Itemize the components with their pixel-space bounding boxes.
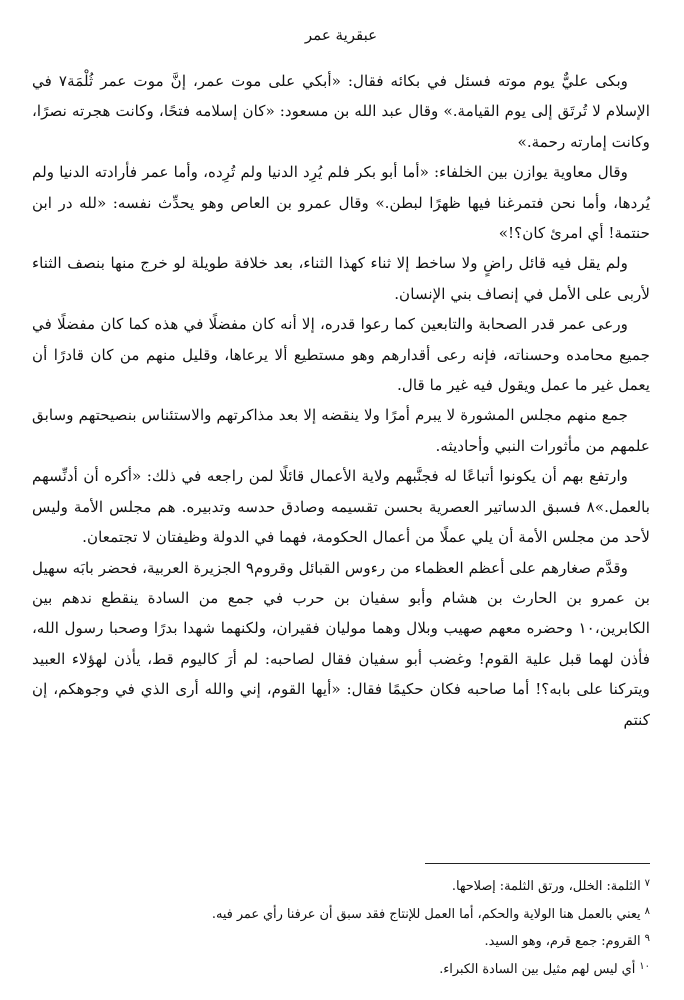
footnotes <box>32 872 650 982</box>
footnote <box>32 900 650 928</box>
paragraph: وارتفع بهم أن يكونوا أتباعًا له فجنَّبهم ولاية الأعمال قائلًا لمن راجعه في ذلك: «أكره أن أدنِّسهم بالعمل.»٨ فسبق الدساتير العصرية بحسن تقسيمه وصادق حدسه وتدبيره. هم مجلس الأمة وليس لأحد من مجلس الأمة أن يلي عملًا من أعمال الحكومة، فهما في الدولة وظيفتان لا تجتمعان. <box>32 467 650 547</box>
running-header: عبقرية عمر <box>304 26 378 44</box>
paragraph: جمع منهم مجلس المشورة لا يبرم أمرًا ولا ينقضه إلا بعد مذاكرتهم والاستئناس بنصيحتهم وسابق علمهم من مأثورات النبي وأحاديثه. <box>32 406 650 455</box>
footnote-number: ٧ <box>644 878 650 889</box>
footnote-text: الثلمة: الخلل، ورتق الثلمة: إصلاحها. <box>451 879 641 894</box>
footnote-number: ٨ <box>644 905 650 917</box>
footnote-number: ٩ <box>644 933 650 944</box>
footnote-text: أي ليس لهم مثيل بين السادة الكبراء. <box>439 961 636 977</box>
paragraph: ولم يقل فيه قائل راضٍ ولا ساخط إلا ثناء كهذا الثناء، بعد خلافة طويلة لو خرج منها بنصف الثناء لأربى على الأمل في إنصاف بني الإنسان. <box>32 254 650 303</box>
footnote-text: القروم: جمع قرم، وهو السيد. <box>484 934 641 949</box>
paragraph: وقال معاوية يوازن بين الخلفاء: «أما أبو بكر فلم يُرِد الدنيا ولم تُرِده، وأما عمر فأرادته الدنيا ولم يُردها، وأما نحن فتمرغنا فيها ظهرًا لبطن.» وقال عمرو بن العاص وهو يحدِّث نفسه: «لله در ابن حنتمة! أي امرئ كان؟!» <box>32 163 650 243</box>
paragraph: ورعى عمر قدر الصحابة والتابعين كما رعوا قدره، إلا أنه كان مفضلًا في هذه كما كان مفضلًا في جميع محامده وحسناته، فإنه رعى أقدارهم وهو مستطيع ألا يرعاها، وقليل منهم من كان قادرًا أن يعمل غير ما عمل ويقول فيه غير ما قال. <box>32 315 650 395</box>
paragraph: وقدَّم صغارهم على أعظم العظماء من رءوس القبائل وقروم٩ الجزيرة العربية، فحضر بابَه سهيل بن عمرو بن الحارث بن هشام وأبو سفيان بن حرب في جمع من السادة ينقطع ندهم بين الكابرين،١٠ وحضره معهم صهيب وبلال وهما موليان فقيران، ولكنهما شهدا بدرًا وصحبا رسول الله، فأذن لهما قبل علية القوم! وغضب أبو سفيان فقال لصاحبه: لم أرَ كاليوم قط، يأذن لهؤلاء العبيد ويتركنا على بابه؟! أما صاحبه فكان حكيمًا فقال: «أيها القوم، إني والله أرى الذي في وجوهكم، إن كنتم <box>32 558 650 729</box>
paragraph: وبكى عليٌّ يوم موته فسئل في بكائه فقال: «أبكي على موت عمر، إنَّ موت عمر ثُلْمَة٧ في الإسلام لا تُرتَق إلى يوم القيامة.» وقال عبد الله بن مسعود: «كان إسلامه فتحًا، وكانت هجرته نصرًا، وكانت إمارته رحمة.» <box>32 72 650 151</box>
footnote-text: يعني بالعمل هنا الولاية والحكم، أما العمل للإنتاج فقد سبق أن عرفنا رأي عمر فيه. <box>211 906 641 922</box>
body-text <box>32 66 650 735</box>
footnote-number: ١٠ <box>639 960 650 972</box>
footnote <box>32 955 650 983</box>
footnote <box>32 927 650 955</box>
footnote <box>32 872 650 900</box>
footnote-separator <box>425 863 650 864</box>
